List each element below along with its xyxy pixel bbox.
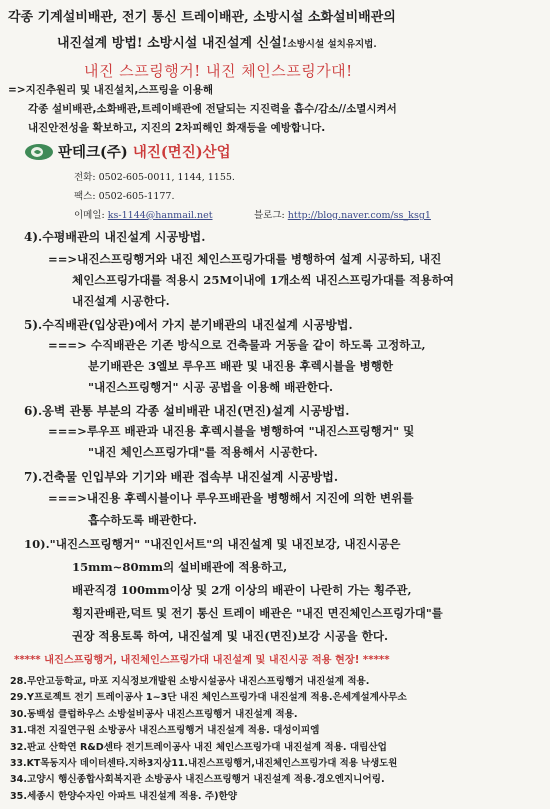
section-4-line-1: ==>내진스프링행거와 내진 체인스프링가대를 병행하여 설계 시공하되, 내진: [48, 252, 442, 266]
site-item-30: 30.동백섬 클럽하우스 소방설비공사 내진스프링행거 내진설계 적용.: [10, 708, 298, 720]
section-5-title: 5).수직배관(입상관)에서 가지 분기배관의 내진설계 시공방법.: [24, 318, 353, 332]
blog-link[interactable]: http://blog.naver.com/ss_ksg1: [287, 210, 431, 221]
company-phone: 전화: 0502-605-0011, 1144, 1155.: [74, 172, 235, 183]
company-blog-row: [254, 210, 431, 221]
company-name: [58, 144, 231, 161]
company-email-row: [74, 210, 213, 221]
section-10-line-3: 배관직경 100mm이상 및 2개 이상의 배관이 나란히 가는 횡주관,: [72, 583, 412, 597]
header-tagline: 내진 스프링행거! 내진 체인스프링가대!: [84, 62, 353, 80]
section-5-line-1: ===> 수직배관은 기존 방식으로 건축물과 거동을 같이 하도록 고정하고,: [48, 338, 426, 352]
section-4-line-2: 체인스프링가대를 적용시 25M이내에 1개소씩 내진스프링가대를 적용하여: [72, 273, 455, 287]
company-name-main: 판테크(주): [58, 144, 133, 161]
blog-label: 블로그:: [254, 210, 288, 221]
site-item-31: 31.대전 지질연구원 소방공사 내진스프링행거 내진설계 적용. 대성이피엠: [10, 725, 320, 737]
section-7-line-2: 흡수하도록 배관한다.: [88, 513, 197, 527]
site-item-35: 35.세종시 한양수자인 아파트 내진설계 적용. 주)한양: [10, 790, 238, 802]
email-link[interactable]: ks-1144@hanmail.net: [107, 210, 213, 221]
section-10-line-2: 15mm~80mm의 설비배관에 적용하고,: [72, 560, 288, 574]
section-10-line-4: 횡지관배관,덕트 및 전기 통신 트레이 배관은 "내진 면진체인스프링가대"를: [72, 606, 443, 620]
header-line-2-note: 소방시설 설치유지법.: [287, 39, 377, 50]
section-6-line-2: "내진 체인스프링가대"를 적용해서 시공한다.: [88, 445, 318, 459]
section-10-line-1: 10)."내진스프링행거" "내진인서트"의 내진설계 및 내진보강, 내진시공은: [24, 537, 401, 551]
header-line-2: [57, 36, 377, 52]
applied-sites-banner: ***** 내진스프링행거, 내진체인스프링가대 내진설계 및 내진시공 적용 현장! *****: [14, 655, 390, 666]
site-item-29: 29.Y프로젝트 전기 트레이공사 1~3단 내진 체인스프링가대 내진설계 적용.은세계설계사무소: [10, 692, 407, 704]
section-6-title: 6).옹벽 관통 부분의 각종 설비배관 내진(면진)설계 시공방법.: [24, 404, 350, 418]
company-name-sub: 내진(면진)산업: [132, 144, 231, 161]
section-5-line-3: "내진스프링행거" 시공 공법을 이용해 배관한다.: [88, 380, 334, 394]
site-item-28: 28.무안고등학교, 마포 지식정보개발원 소방시설공사 내진스프링행거 내진설계 적용.: [10, 676, 370, 687]
section-5-line-2: 분기배관은 3엘보 루우프 배관 및 내진용 후렉시블을 병행한: [88, 359, 394, 373]
company-logo-icon: [24, 143, 54, 161]
site-item-32: 32.판교 산학연 R&D센타 전기트레이공사 내진 체인스프링가대 내진설계 적용. 대림산업: [10, 741, 387, 753]
section-10-line-5: 권장 적용토록 하여, 내진설계 및 내진(면진)보강 시공을 한다.: [72, 629, 389, 643]
intro-line-1: =>지진추원리 및 내진설치,스프링을 이용해: [8, 84, 213, 96]
site-item-34: 34.고양시 행신종합사회복지관 소방공사 내진스프링행거 내진설계 적용.경오엔지니어링.: [10, 774, 385, 786]
email-label: 이메일:: [74, 210, 108, 221]
company-fax: 팩스: 0502-605-1177.: [74, 191, 175, 202]
header-line-2-main: 내진설계 방법! 소방시설 내진설계 신설!: [57, 36, 288, 51]
section-7-title: 7).건축물 인입부와 기기와 배관 접속부 내진설계 시공방법.: [24, 470, 339, 484]
intro-line-2: 각종 설비배관,소화배관,트레이배관에 전달되는 지진력을 흡수/감소//소멸시켜서: [28, 103, 397, 115]
intro-line-3: 내진안전성을 확보하고, 지진의 2차피해인 화재등을 예방합니다.: [28, 122, 326, 134]
section-4-title: 4).수평배관의 내진설계 시공방법.: [24, 230, 206, 244]
site-item-33: 33.KT목동지사 데이터센타.지하3지상11.내진스프링행거,내진체인스프링가대 적용 낙생도원: [10, 758, 398, 769]
section-6-line-1: ===>루우프 배관과 내진용 후렉시블을 병행하여 "내진스프링행거" 및: [48, 424, 415, 438]
section-7-line-1: ===>내진용 후렉시블이나 루우프배관을 병행해서 지진에 의한 변위를: [48, 491, 414, 505]
section-4-line-3: 내진설계 시공한다.: [72, 294, 170, 308]
header-line-1: 각종 기계설비배관, 전기 통신 트레이배관, 소방시설 소화설비배관의: [8, 10, 396, 25]
